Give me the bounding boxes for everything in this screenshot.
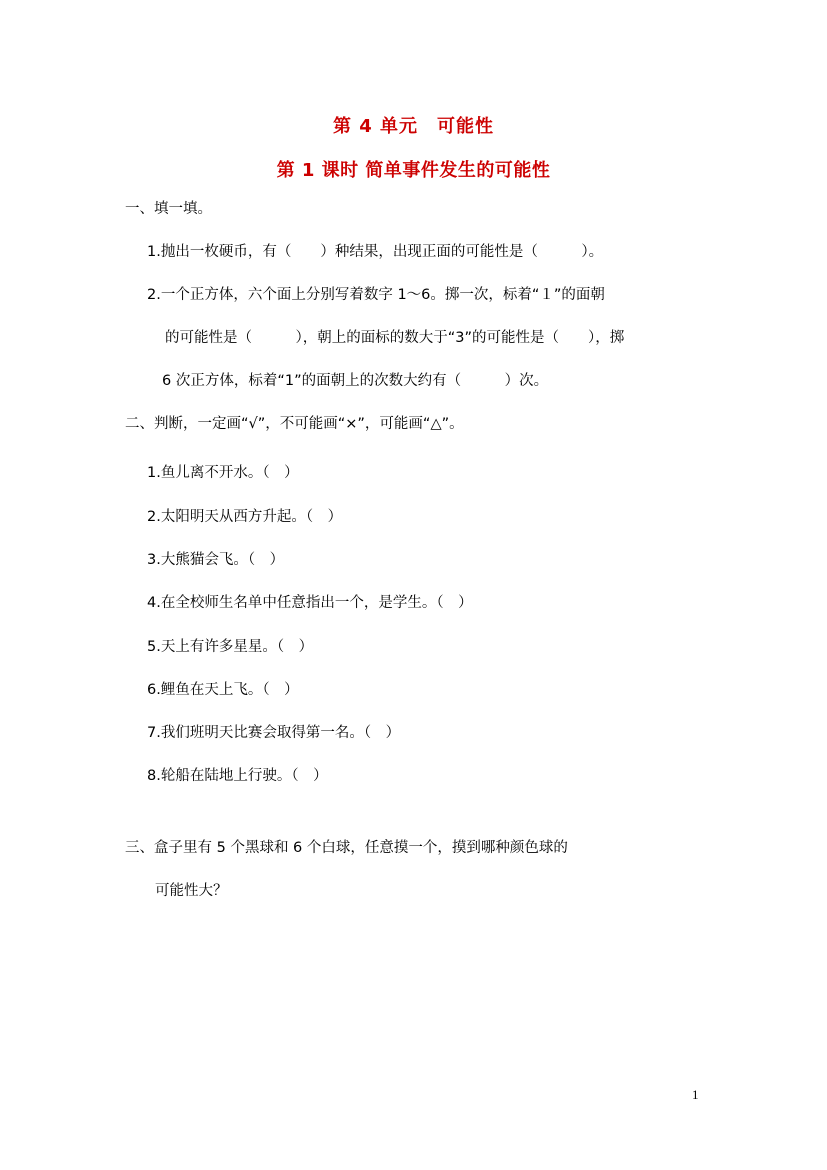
section-3-line-1: 三、盒子里有 5 个黑球和 6 个白球，任意摸一个，摸到哪种颜色球的	[125, 840, 568, 856]
judgment-item: 8.轮船在陆地上行驶。（ ）	[147, 768, 328, 784]
section-1-heading: 一、填一填。	[125, 201, 212, 217]
question-1-1: 1.抛出一枚硬币，有（ ）种结果，出现正面的可能性是（ ）。	[147, 244, 604, 260]
question-1-2-line-3: 6 次正方体，标着“1”的面朝上的次数大约有（ ）次。	[162, 373, 549, 389]
unit-title: 第 4 单元 可能性	[332, 116, 495, 137]
page-number: 1	[692, 1087, 699, 1102]
judgment-item: 3.大熊猫会飞。（ ）	[147, 552, 285, 568]
question-1-2-line-1: 2.一个正方体，六个面上分别写着数字 1～6。掷一次，标着“１”的面朝	[147, 287, 605, 303]
judgment-item: 7.我们班明天比赛会取得第一名。（ ）	[147, 725, 401, 741]
section-2-heading: 二、判断，一定画“√”，不可能画“×”，可能画“△”。	[125, 416, 464, 432]
judgment-item: 5.天上有许多星星。（ ）	[147, 639, 314, 655]
judgment-item: 2.太阳明天从西方升起。（ ）	[147, 509, 343, 525]
lesson-title: 第 1 课时 简单事件发生的可能性	[276, 160, 551, 181]
judgment-item: 4.在全校师生名单中任意指出一个，是学生。（ ）	[147, 595, 473, 611]
question-1-2-line-2: 的可能性是（ ），朝上的面标的数大于“3”的可能性是（ ），掷	[165, 330, 625, 346]
judgment-item: 1.鱼儿离不开水。（ ）	[147, 465, 299, 481]
section-3-line-2: 可能性大？	[155, 883, 228, 899]
judgment-item: 6.鲤鱼在天上飞。（ ）	[147, 682, 299, 698]
